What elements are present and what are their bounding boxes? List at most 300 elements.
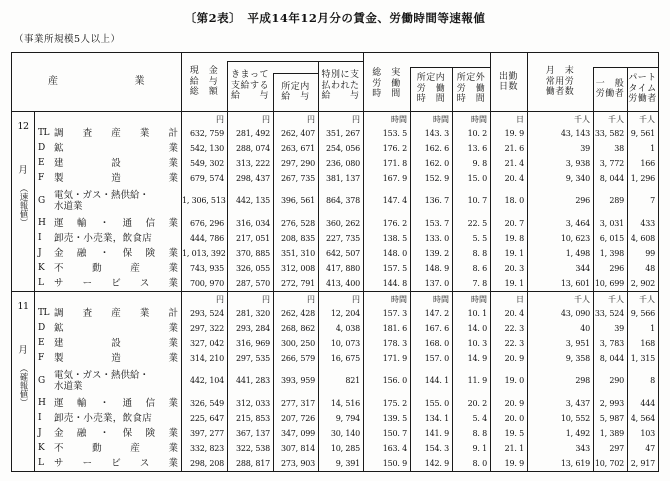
value-cell: 150. 9 xyxy=(382,459,407,468)
unit-cell: 円 xyxy=(307,295,315,304)
value-column-cash-total xyxy=(181,112,227,291)
unit-cell: 千人 xyxy=(574,295,590,304)
value-cell: 10, 285 xyxy=(330,444,360,453)
data-table xyxy=(11,52,659,472)
value-cell: 642, 507 xyxy=(325,249,360,258)
industry-name-char: 業 xyxy=(168,143,178,154)
value-cell: 296 xyxy=(609,264,624,273)
industry-name-char: 設 xyxy=(111,158,121,169)
value-cell: 20. 4 xyxy=(504,174,524,183)
value-cell: 217, 051 xyxy=(235,234,270,243)
industry-code: K xyxy=(38,443,45,453)
industry-name xyxy=(54,246,181,261)
value-cell: 171. 8 xyxy=(382,159,407,168)
value-cell: 442, 135 xyxy=(235,196,270,205)
industry-name-char: ・ xyxy=(99,428,110,439)
value-cell: 148. 0 xyxy=(382,249,407,258)
industry-name-char: 業 xyxy=(168,173,178,184)
industry-name-char: ス xyxy=(139,458,150,469)
table-body xyxy=(12,112,658,471)
value-cell: 3, 951 xyxy=(565,339,590,348)
value-cell: 30, 140 xyxy=(330,429,360,438)
value-column-special-pay xyxy=(318,112,363,291)
value-cell: 5. 4 xyxy=(472,414,487,423)
month-note: （速報値） xyxy=(18,184,28,227)
value-cell: 13. 6 xyxy=(467,144,487,153)
value-cell: 20. 2 xyxy=(467,399,487,408)
industry-name-char: 計 xyxy=(168,308,178,319)
value-cell: 298, 437 xyxy=(235,174,270,183)
value-cell: 143. 3 xyxy=(424,129,449,138)
industry-name-char: 業 xyxy=(168,353,178,364)
unit-spacer xyxy=(35,112,181,126)
page-title: 〔第2表〕 平成14年12月分の賃金、労働時間等速報値 xyxy=(184,11,486,25)
value-cell: 8 xyxy=(650,376,655,385)
value-cell: 171. 9 xyxy=(382,354,407,363)
value-cell: 48 xyxy=(645,264,655,273)
value-cell: 19. 1 xyxy=(504,249,524,258)
unit-cell: 日 xyxy=(516,295,524,304)
value-cell: 9. 1 xyxy=(472,444,487,453)
industry-name-line: 水道業 xyxy=(54,381,83,392)
industry-name-char: 業 xyxy=(168,278,178,289)
value-cell: 14. 0 xyxy=(467,324,487,333)
header-line: 現 金 xyxy=(189,66,219,77)
value-cell: 287, 570 xyxy=(235,279,270,288)
value-cell: 176. 2 xyxy=(382,144,407,153)
value-cell: 47 xyxy=(645,444,655,453)
industry-row-J xyxy=(35,246,181,261)
value-cell: 21. 1 xyxy=(504,444,524,453)
value-column-scheduled-hours xyxy=(410,292,452,471)
value-column-part-time-workers xyxy=(627,292,658,471)
industry-name-char: 運 xyxy=(54,218,64,229)
value-cell: 8. 8 xyxy=(472,429,487,438)
industry-code: I xyxy=(38,413,42,423)
industry-name-char: 通 xyxy=(122,218,133,229)
industry-name xyxy=(54,351,181,366)
value-cell: 43, 143 xyxy=(560,129,590,138)
value-cell: 144. 1 xyxy=(424,376,449,385)
col-header-part-time-workers xyxy=(627,67,658,111)
header-line: 給 与 xyxy=(189,76,219,87)
col-header-industry xyxy=(12,53,181,111)
col-header-contractual-pay xyxy=(227,61,273,111)
month-number: 12 xyxy=(17,121,29,132)
value-cell: 298 xyxy=(575,376,590,385)
header-line: 労働者 xyxy=(628,94,657,105)
value-cell: 5. 5 xyxy=(472,234,487,243)
unit-cell: 円 xyxy=(352,295,360,304)
header-line: 所定内 xyxy=(416,73,446,84)
header-line: タイム xyxy=(628,83,657,94)
value-cell: 316, 969 xyxy=(235,339,270,348)
value-cell: 141. 9 xyxy=(424,429,449,438)
value-column-scheduled-hours xyxy=(410,112,452,291)
value-cell: 344 xyxy=(575,264,590,273)
value-column-contractual-pay xyxy=(227,292,273,471)
industry-name-char: 業 xyxy=(139,128,150,139)
header-line: 常用労 xyxy=(545,76,575,87)
value-cell: 367, 137 xyxy=(235,429,270,438)
value-cell: 9, 340 xyxy=(565,174,590,183)
industry-code: J xyxy=(38,428,42,438)
industry-row-TL xyxy=(35,126,181,141)
value-column-days-worked xyxy=(490,112,527,291)
value-cell: 297 xyxy=(609,444,624,453)
value-cell: 99 xyxy=(645,249,655,258)
header-line: 給 与 xyxy=(230,91,269,102)
industry-name-char: ・ xyxy=(99,218,110,229)
industry-name-char: 業 xyxy=(168,248,178,259)
col-header-days-worked xyxy=(490,53,527,111)
header-line: 特別に支 xyxy=(321,70,360,81)
value-cell: 39 xyxy=(580,144,590,153)
value-cell: 3, 772 xyxy=(599,159,624,168)
value-cell: 154. 3 xyxy=(424,444,449,453)
industry-name-char: 製 xyxy=(54,173,64,184)
value-cell: 166 xyxy=(640,159,655,168)
value-cell: 444, 786 xyxy=(189,234,224,243)
value-cell: 1, 013, 392 xyxy=(182,249,226,258)
industry-code: TL xyxy=(38,308,49,318)
value-cell: 10, 702 xyxy=(594,459,624,468)
industry-name-char: 造 xyxy=(111,173,121,184)
value-cell: 16, 675 xyxy=(330,354,360,363)
value-cell: 39 xyxy=(614,324,624,333)
value-cell: 153. 5 xyxy=(382,129,407,138)
value-cell: 314, 210 xyxy=(189,354,224,363)
value-cell: 1, 389 xyxy=(599,429,624,438)
unit-cell: 円 xyxy=(216,115,224,124)
value-cell: 1 xyxy=(650,144,655,153)
industry-name xyxy=(54,156,181,171)
industry-code: J xyxy=(38,248,42,258)
col-header-scheduled-pay xyxy=(273,73,318,111)
value-column-days-worked xyxy=(490,292,527,471)
value-column-regular-employees xyxy=(527,112,593,291)
industry-name-char: ビ xyxy=(111,278,121,289)
value-cell: 272, 791 xyxy=(280,279,315,288)
industry-name xyxy=(54,396,181,411)
value-cell: 10. 2 xyxy=(467,129,487,138)
industry-name-char: 信 xyxy=(145,398,156,409)
industry-name xyxy=(54,171,181,186)
industry-name-char: 産 xyxy=(130,263,140,274)
value-cell: 312, 008 xyxy=(280,264,315,273)
value-cell: 7 xyxy=(650,196,655,205)
industry-name xyxy=(54,336,181,351)
value-cell: 316, 034 xyxy=(235,219,270,228)
value-cell: 417, 880 xyxy=(325,264,360,273)
table-section-12 xyxy=(12,112,658,291)
value-cell: 20. 3 xyxy=(504,264,524,273)
industry-column xyxy=(34,112,181,291)
value-column-scheduled-pay xyxy=(273,292,318,471)
value-cell: 864, 378 xyxy=(325,196,360,205)
value-cell: 4, 608 xyxy=(630,234,655,243)
header-char: 産 xyxy=(48,75,59,87)
value-cell: 332, 823 xyxy=(189,444,224,453)
industry-name-char: 融 xyxy=(76,248,87,259)
value-cell: 1, 306, 513 xyxy=(182,196,226,205)
value-cell: 3, 938 xyxy=(565,159,590,168)
header-line: 所定内 xyxy=(281,81,310,92)
industry-column xyxy=(34,292,181,471)
value-cell: 18. 0 xyxy=(504,196,524,205)
value-cell: 20. 9 xyxy=(504,354,524,363)
header-line: 働者数 xyxy=(545,87,575,98)
value-cell: 3, 031 xyxy=(599,219,624,228)
value-cell: 397, 277 xyxy=(189,429,224,438)
value-cell: 156. 0 xyxy=(382,376,407,385)
value-cell: 20. 4 xyxy=(504,309,524,318)
value-cell: 396, 561 xyxy=(280,196,315,205)
industry-name-char: 建 xyxy=(54,338,64,349)
industry-name-char: 動 xyxy=(92,263,102,274)
value-cell: 43, 090 xyxy=(560,309,590,318)
value-column-general-workers xyxy=(593,112,627,291)
industry-name-char: 不 xyxy=(54,443,64,454)
value-cell: 262, 407 xyxy=(280,129,315,138)
value-cell: 147. 4 xyxy=(382,196,407,205)
industry-name xyxy=(54,276,181,291)
col-header-general-workers xyxy=(593,67,627,111)
value-cell: 263, 671 xyxy=(280,144,315,153)
header-line: 月 末 xyxy=(545,66,575,77)
month-note: （確報値） xyxy=(18,364,28,407)
col-header-regular-employees xyxy=(527,53,593,111)
industry-name-char: 険 xyxy=(145,428,156,439)
value-cell: 157. 3 xyxy=(382,309,407,318)
industry-name: 卸売・小売業，飲食店 xyxy=(54,413,153,424)
value-cell: 312, 033 xyxy=(235,399,270,408)
value-cell: 134. 1 xyxy=(424,414,449,423)
value-cell: 281, 320 xyxy=(235,309,270,318)
industry-code: E xyxy=(38,338,45,348)
value-cell: 743, 935 xyxy=(189,264,224,273)
value-cell: 289 xyxy=(609,196,624,205)
industry-name-char: 調 xyxy=(54,308,64,319)
value-cell: 8, 044 xyxy=(599,174,624,183)
industry-row-H xyxy=(35,216,181,231)
industry-name-char: 造 xyxy=(111,353,121,364)
value-cell: 268, 862 xyxy=(280,324,315,333)
value-cell: 4, 564 xyxy=(630,414,655,423)
value-cell: 7. 8 xyxy=(472,279,487,288)
industry-name-char: ・ xyxy=(99,248,110,259)
value-cell: 267, 735 xyxy=(280,174,315,183)
industry-name-char: 業 xyxy=(168,458,178,469)
value-cell: 148. 9 xyxy=(424,264,449,273)
value-cell: 1, 398 xyxy=(599,249,624,258)
industry-code: E xyxy=(38,158,45,168)
industry-name xyxy=(54,321,181,336)
value-column-total-hours xyxy=(363,292,410,471)
industry-name-char: 査 xyxy=(82,128,93,139)
industry-name-char: 業 xyxy=(139,308,150,319)
unit-cell: 円 xyxy=(262,115,270,124)
header-line: 給 与 xyxy=(321,91,360,102)
industry-code: TL xyxy=(38,128,49,138)
industry-row-E xyxy=(35,336,181,351)
value-cell: 19. 8 xyxy=(504,234,524,243)
value-column-regular-employees xyxy=(527,292,593,471)
header-line: 所定外 xyxy=(456,73,486,84)
industry-code: F xyxy=(38,353,44,363)
value-cell: 10. 7 xyxy=(467,196,487,205)
value-cell: 700, 970 xyxy=(189,279,224,288)
value-cell: 6, 015 xyxy=(599,234,624,243)
value-cell: 236, 080 xyxy=(325,159,360,168)
value-cell: 168. 0 xyxy=(424,339,449,348)
value-cell: 360, 262 xyxy=(325,219,360,228)
value-cell: 9, 561 xyxy=(630,129,655,138)
header-line: 時 間 xyxy=(456,94,486,105)
industry-name-char: 査 xyxy=(82,308,93,319)
col-header-scheduled-hours xyxy=(410,67,452,111)
header-line: 労 働 xyxy=(372,78,401,89)
table-header xyxy=(12,53,658,112)
value-cell: 208, 835 xyxy=(280,234,315,243)
unit-cell: 円 xyxy=(307,115,315,124)
header-line: 払われた xyxy=(321,80,360,91)
value-cell: 176. 2 xyxy=(382,219,407,228)
value-cell: 676, 296 xyxy=(189,219,224,228)
value-cell: 326, 055 xyxy=(235,264,270,273)
industry-name-char: 保 xyxy=(122,248,133,259)
unit-cell: 千人 xyxy=(639,115,655,124)
industry-name-char: ビ xyxy=(111,458,121,469)
unit-cell: 時間 xyxy=(433,115,449,124)
industry-name-char: 保 xyxy=(122,428,133,439)
value-cell: 322, 538 xyxy=(235,444,270,453)
value-cell: 297, 322 xyxy=(189,324,224,333)
value-cell: 22. 5 xyxy=(467,219,487,228)
value-cell: 381, 137 xyxy=(325,174,360,183)
value-cell: 2, 902 xyxy=(630,279,655,288)
value-cell: 9, 391 xyxy=(335,459,360,468)
industry-name-char: 輸 xyxy=(76,398,87,409)
industry-name-char: 産 xyxy=(111,308,121,319)
industry-row-G xyxy=(35,186,181,216)
header-line: 総 額 xyxy=(189,87,219,98)
value-cell: 150. 7 xyxy=(382,429,407,438)
industry-row-L xyxy=(35,456,181,471)
industry-row-F xyxy=(35,171,181,186)
value-cell: 297, 535 xyxy=(235,354,270,363)
value-column-part-time-workers xyxy=(627,112,658,291)
value-cell: 215, 853 xyxy=(235,414,270,423)
value-cell: 326, 549 xyxy=(189,399,224,408)
value-cell: 157. 0 xyxy=(424,354,449,363)
value-cell: 351, 267 xyxy=(325,129,360,138)
value-cell: 178. 3 xyxy=(382,339,407,348)
industry-name xyxy=(54,216,181,231)
industry-name-char: 金 xyxy=(54,248,64,259)
industry-name-char: 製 xyxy=(54,353,64,364)
value-cell: 2, 917 xyxy=(630,459,655,468)
industry-row-G xyxy=(35,366,181,396)
value-cell: 138. 5 xyxy=(382,234,407,243)
value-cell: 3, 437 xyxy=(565,399,590,408)
value-cell: 10. 3 xyxy=(467,339,487,348)
value-cell: 103 xyxy=(640,429,655,438)
industry-name xyxy=(54,441,181,456)
value-cell: 157. 5 xyxy=(382,264,407,273)
industry-name-char: 鉱 xyxy=(54,143,64,154)
industry-row-I xyxy=(35,231,181,246)
industry-header-label xyxy=(12,77,181,88)
industry-name-char: 建 xyxy=(54,158,64,169)
unit-cell: 円 xyxy=(262,295,270,304)
value-column-special-pay xyxy=(318,292,363,471)
value-cell: 293, 284 xyxy=(235,324,270,333)
value-cell: 15. 0 xyxy=(467,174,487,183)
unit-cell: 千人 xyxy=(639,295,655,304)
value-cell: 1, 492 xyxy=(565,429,590,438)
value-column-general-workers xyxy=(593,292,627,471)
industry-name-char: 輸 xyxy=(76,218,87,229)
value-cell: 20. 7 xyxy=(504,219,524,228)
col-header-total-hours xyxy=(363,57,410,111)
month-label xyxy=(12,292,34,471)
unit-cell: 時間 xyxy=(391,295,407,304)
header-line: 時 間 xyxy=(372,89,401,100)
value-cell: 441, 283 xyxy=(235,376,270,385)
value-cell: 307, 814 xyxy=(280,444,315,453)
unit-cell: 円 xyxy=(216,295,224,304)
unit-cell: 千人 xyxy=(608,295,624,304)
industry-row-L xyxy=(35,276,181,291)
value-cell: 327, 042 xyxy=(189,339,224,348)
value-cell: 10, 552 xyxy=(560,414,590,423)
industry-name-char: 信 xyxy=(145,218,156,229)
industry-name xyxy=(54,306,181,321)
value-cell: 288, 817 xyxy=(235,459,270,468)
industry-name: 卸売・小売業，飲食店 xyxy=(54,233,153,244)
month-label xyxy=(12,112,34,291)
value-cell: 821 xyxy=(345,376,360,385)
value-cell: 442, 104 xyxy=(189,376,224,385)
industry-row-K xyxy=(35,261,181,276)
industry-name-char: 業 xyxy=(168,338,178,349)
industry-name-char: 金 xyxy=(54,428,64,439)
industry-name-char: 業 xyxy=(168,263,178,274)
value-cell: 162. 0 xyxy=(424,159,449,168)
unit-cell: 日 xyxy=(516,115,524,124)
value-cell: 3, 783 xyxy=(599,339,624,348)
value-cell: 19. 0 xyxy=(504,376,524,385)
value-cell: 175. 2 xyxy=(382,399,407,408)
month-suffix: 月 xyxy=(18,345,28,356)
value-cell: 679, 574 xyxy=(189,174,224,183)
value-cell: 300, 250 xyxy=(280,339,315,348)
industry-name-char: 業 xyxy=(168,158,178,169)
value-cell: 168 xyxy=(640,339,655,348)
industry-name-char: 鉱 xyxy=(54,323,64,334)
header-line: 一 般 xyxy=(595,78,625,89)
header-line: 支給する xyxy=(230,80,269,91)
industry-code: D xyxy=(38,143,45,153)
value-cell: 9, 794 xyxy=(335,414,360,423)
industry-name xyxy=(54,370,181,392)
value-cell: 33, 524 xyxy=(594,309,624,318)
industry-name-line: 電気・ガス・熱供給・ xyxy=(54,370,150,381)
value-cell: 3, 464 xyxy=(565,219,590,228)
industry-name-char: 計 xyxy=(168,128,178,139)
unit-cell: 時間 xyxy=(433,295,449,304)
